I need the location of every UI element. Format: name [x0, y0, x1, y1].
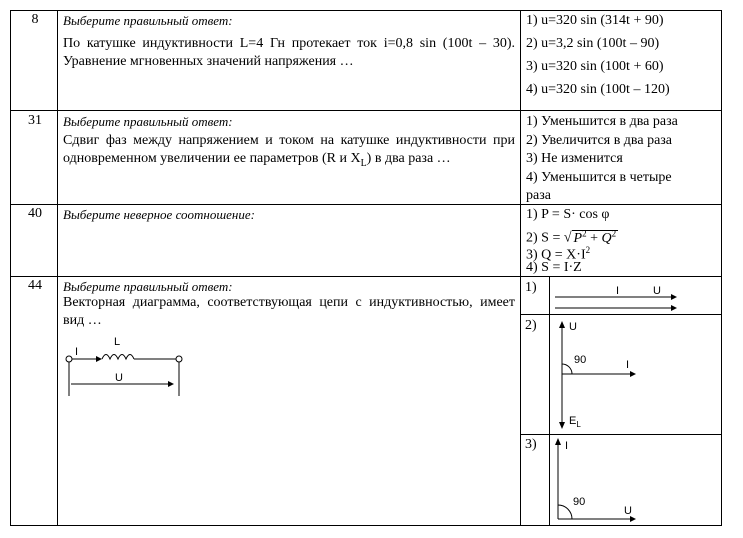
vector-diagram-option-2[interactable] [550, 316, 720, 434]
question-text-content: Векторная диаграмма, соответствующая цепи с индуктивностью, имеет вид … [63, 295, 515, 328]
answer-option[interactable]: 1) Уменьшится в два раза [526, 114, 678, 129]
answer-option[interactable]: 2) u=3,2 sin (100t – 90) [526, 36, 660, 51]
question-text [63, 35, 515, 71]
answer-option[interactable]: 3) u=320 sin (100t + 60) [526, 59, 664, 74]
vector-diagram-option-1[interactable] [550, 280, 720, 314]
question-hint: Выберите неверное соотношение: [63, 207, 255, 222]
circuit-label-i: I [75, 346, 79, 358]
vector-label-i: I [616, 285, 620, 297]
vector-label-i: I [626, 359, 630, 371]
answer-option[interactable]: 1) P = S· cos φ [526, 207, 610, 222]
question-text-content: По катушке индуктивности L=4 Гн протекает ток i=0,8 sin (100t – 30). Уравнение мгновенных значений напряжения … [63, 36, 515, 69]
question-number: 40 [28, 206, 42, 221]
answer-option[interactable]: 2) Увеличится в два раза [526, 133, 673, 148]
question-number: 8 [31, 12, 39, 27]
question-number: 31 [28, 113, 42, 128]
vector-label-i: I [565, 440, 569, 452]
vector-label-el: $E_L$ [569, 415, 581, 429]
vector-label-u: U [569, 321, 577, 333]
answer-option[interactable]: 4) Уменьшится в четыре [526, 170, 672, 185]
vector-label-u: U [624, 505, 632, 517]
question-text-part: Сдвиг фаз между напряжением и током на катушке индуктивности при одновременном увеличении ее параметров (R и X [63, 133, 515, 166]
question-hint: Выберите правильный ответ: [63, 279, 233, 294]
answer-option[interactable]: 1) u=320 sin (314t + 90) [526, 13, 664, 28]
subscript-l: L [360, 157, 367, 169]
circuit-diagram [60, 334, 190, 400]
option-number[interactable]: 3) [525, 437, 537, 452]
answer-option[interactable]: 2) S = √ $P^2 + Q^2$ [526, 228, 617, 246]
question-hint: Выберите правильный ответ: [63, 114, 233, 129]
answer-option-continuation: раза [526, 188, 551, 203]
question-number: 44 [28, 278, 42, 293]
question-text [63, 294, 515, 330]
answer-option[interactable]: 4) S = I·Z [526, 260, 582, 275]
circuit-label-u: U [115, 372, 123, 384]
vector-label-angle: 90 [574, 354, 587, 366]
answer-option[interactable]: 3) $Q = X\cdot I^2$ [526, 245, 591, 263]
circuit-label-l: L [114, 336, 121, 348]
vector-label-u: U [653, 285, 661, 297]
option-number[interactable]: 1) [525, 280, 537, 295]
option-number[interactable]: 2) [525, 318, 537, 333]
sqrt-expression: √ $P^2 + Q^2$ [563, 228, 617, 246]
vector-label-angle: 90 [573, 496, 586, 508]
vector-diagram-option-3[interactable] [550, 435, 720, 525]
question-text-part: ) в два раза … [366, 151, 451, 166]
answer-option[interactable]: 4) u=320 sin (100t – 120) [526, 82, 670, 97]
question-text [63, 132, 515, 173]
question-hint: Выберите правильный ответ: [63, 13, 233, 28]
answer-option[interactable]: 3) Не изменится [526, 151, 623, 166]
